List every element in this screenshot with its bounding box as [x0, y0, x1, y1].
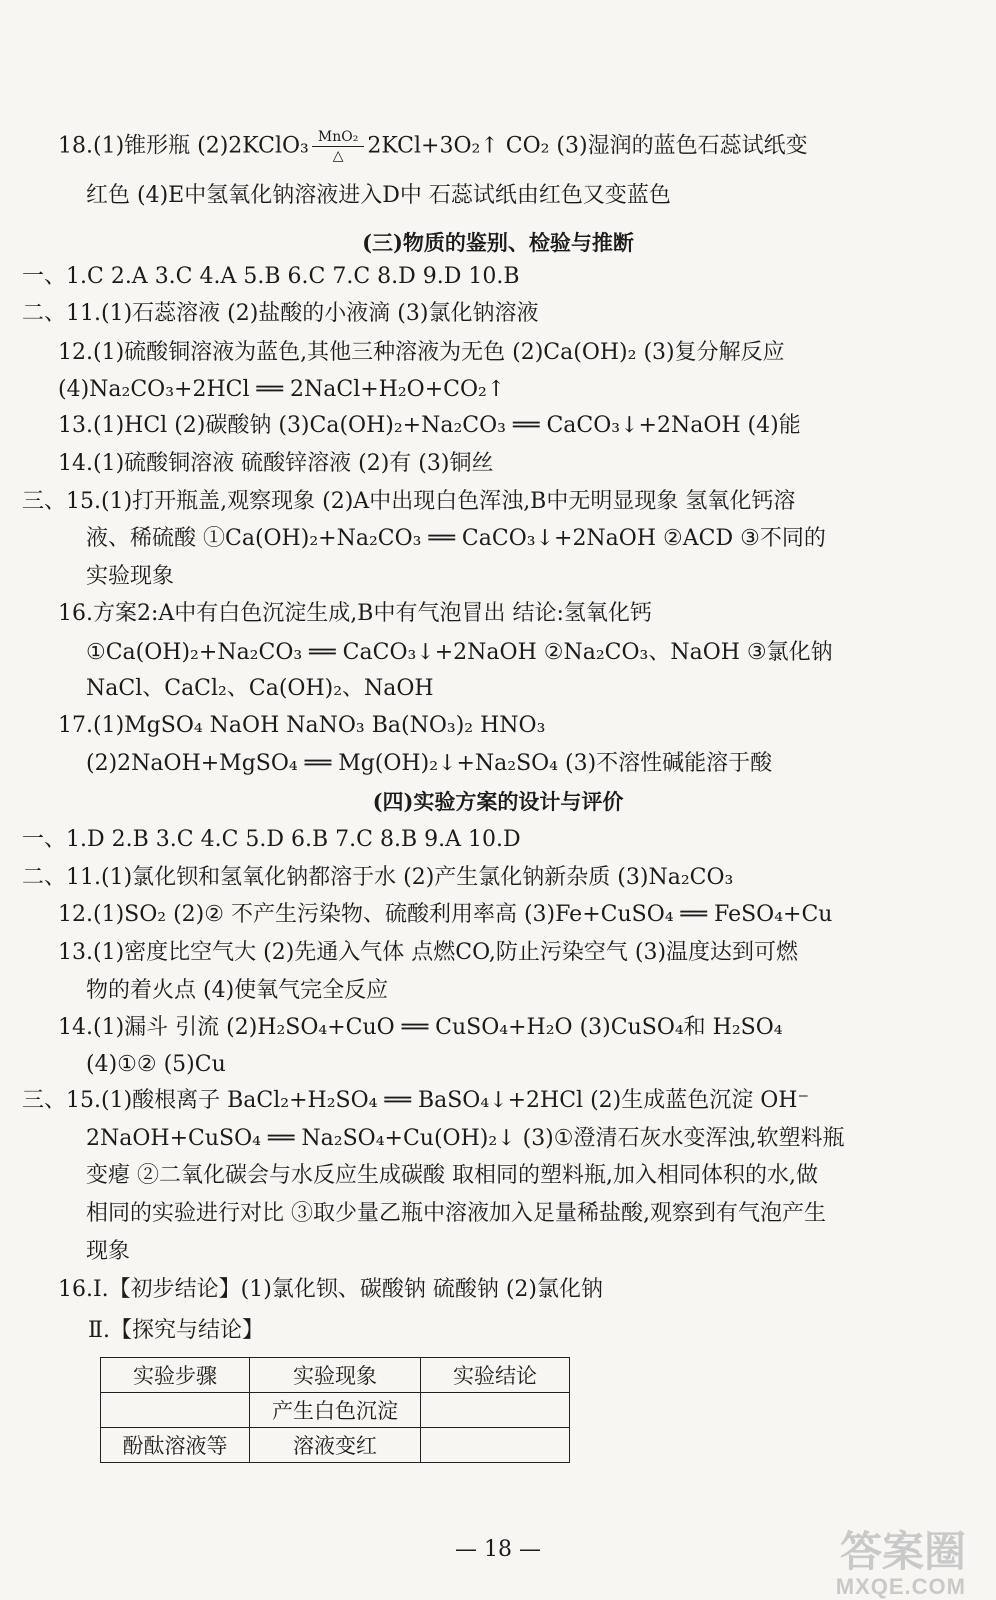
answer-line: 16.方案2:A中有白色沉淀生成,B中有气泡冒出 结论:氢氧化钙: [58, 601, 652, 626]
answer-line: 三、15.(1)酸根离子 BaCl₂+H₂SO₄ ══ BaSO₄↓+2HCl (2)生成蓝色沉淀 OH⁻: [22, 1088, 810, 1113]
answer-line: 现象: [86, 1239, 131, 1264]
answer-line: Ⅱ.【探究与结论】: [88, 1318, 264, 1343]
answer-line: 17.(1)MgSO₄ NaOH NaNO₃ Ba(NO₃)₂ HNO₃: [58, 713, 546, 738]
table-cell: 酚酞溶液等: [101, 1428, 250, 1463]
answer-line: 物的着火点 (4)使氧气完全反应: [86, 978, 389, 1003]
answer-line: (2)2NaOH+MgSO₄ ══ Mg(OH)₂↓+Na₂SO₄ (3)不溶性碱能溶于酸: [86, 751, 773, 776]
results-table: [100, 1357, 570, 1463]
section-heading-3: (三)物质的鉴别、检验与推断: [362, 230, 634, 255]
answer-line: 变瘪 ②二氧化碳会与水反应生成碳酸 取相同的塑料瓶,加入相同体积的水,做: [86, 1163, 818, 1188]
table-cell: [421, 1393, 570, 1428]
answer-line: 三、15.(1)打开瓶盖,观察现象 (2)A中出现白色浑浊,B中无明显现象 氢氧化钙溶: [22, 489, 796, 514]
answer-line: 14.(1)硫酸铜溶液 硫酸锌溶液 (2)有 (3)铜丝: [58, 451, 494, 476]
table-cell: 溶液变红: [250, 1428, 421, 1463]
answer-line: 液、稀硫酸 ①Ca(OH)₂+Na₂CO₃ ══ CaCO₃↓+2NaOH ②ACD ③不同的: [86, 526, 826, 551]
answer-line: (4)①② (5)Cu: [86, 1052, 226, 1077]
watermark-logo: [836, 1530, 966, 1600]
table-cell: [101, 1393, 250, 1428]
catalyst: MnO₂: [312, 130, 364, 147]
text: 18.(1)锥形瓶 (2)2KClO₃: [58, 133, 309, 159]
heat-symbol: △: [332, 148, 344, 164]
answer-line: 二、11.(1)石蕊溶液 (2)盐酸的小液滴 (3)氯化钠溶液: [22, 301, 539, 326]
answer-line: ①Ca(OH)₂+Na₂CO₃ ══ CaCO₃↓+2NaOH ②Na₂CO₃、NaOH ③氯化钠: [86, 640, 833, 665]
column-header: 实验结论: [421, 1358, 570, 1393]
answer-line: 12.(1)硫酸铜溶液为蓝色,其他三种溶液为无色 (2)Ca(OH)₂ (3)复分解反应: [58, 340, 785, 365]
answer-line: 一、1.D 2.B 3.C 4.C 5.D 6.B 7.C 8.B 9.A 10.D: [22, 827, 521, 852]
answer-line: 相同的实验进行对比 ③取少量乙瓶中溶液加入足量稀盐酸,观察到有气泡产生: [86, 1201, 826, 1226]
answer-line: 一、1.C 2.A 3.C 4.A 5.B 6.C 7.C 8.D 9.D 10.B: [22, 264, 520, 289]
table-header-row: [101, 1358, 570, 1393]
table-row: [101, 1393, 570, 1428]
table-row: [101, 1428, 570, 1463]
page-number: — 18 —: [455, 1537, 541, 1562]
section-heading-4: (四)实验方案的设计与评价: [372, 789, 624, 814]
answer-line-18: [0, 130, 996, 163]
answer-line: 二、11.(1)氯化钡和氢氧化钠都溶于水 (2)产生氯化钠新杂质 (3)Na₂CO₃: [22, 865, 734, 890]
text: 2KCl+3O₂↑ CO₂ (3)湿润的蓝色石蕊试纸变: [367, 133, 808, 159]
watermark-url: MXQE.COM: [835, 1574, 966, 1599]
answer-line: 13.(1)密度比空气大 (2)先通入气体 点燃CO,防止污染空气 (3)温度达到可燃: [58, 940, 799, 965]
table-cell: [421, 1428, 570, 1463]
answer-line: 12.(1)SO₂ (2)② 不产生污染物、硫酸利用率高 (3)Fe+CuSO₄ ══ FeSO₄+Cu: [58, 902, 833, 927]
answer-line: 2NaOH+CuSO₄ ══ Na₂SO₄+Cu(OH)₂↓ (3)①澄清石灰水变浑浊,软塑料瓶: [86, 1126, 845, 1151]
answer-line: NaCl、CaCl₂、Ca(OH)₂、NaOH: [86, 676, 434, 701]
answer-line: 16.Ⅰ.【初步结论】(1)氯化钡、碳酸钠 硫酸钠 (2)氯化钠: [58, 1277, 603, 1302]
answer-line: (4)Na₂CO₃+2HCl ══ 2NaCl+H₂O+CO₂↑: [58, 377, 506, 402]
answer-line: 14.(1)漏斗 引流 (2)H₂SO₄+CuO ══ CuSO₄+H₂O (3)CuSO₄和 H₂SO₄: [58, 1015, 783, 1040]
reaction-condition: [312, 130, 364, 163]
table-cell: 产生白色沉淀: [250, 1393, 421, 1428]
column-header: 实验步骤: [101, 1358, 250, 1393]
answer-line: 13.(1)HCl (2)碳酸钠 (3)Ca(OH)₂+Na₂CO₃ ══ CaCO₃↓+2NaOH (4)能: [58, 413, 801, 438]
watermark-text: 答案圈: [839, 1528, 966, 1575]
column-header: 实验现象: [250, 1358, 421, 1393]
answer-line: 红色 (4)E中氢氧化钠溶液进入D中 石蕊试纸由红色又变蓝色: [86, 183, 671, 208]
answer-line: 实验现象: [86, 564, 175, 589]
